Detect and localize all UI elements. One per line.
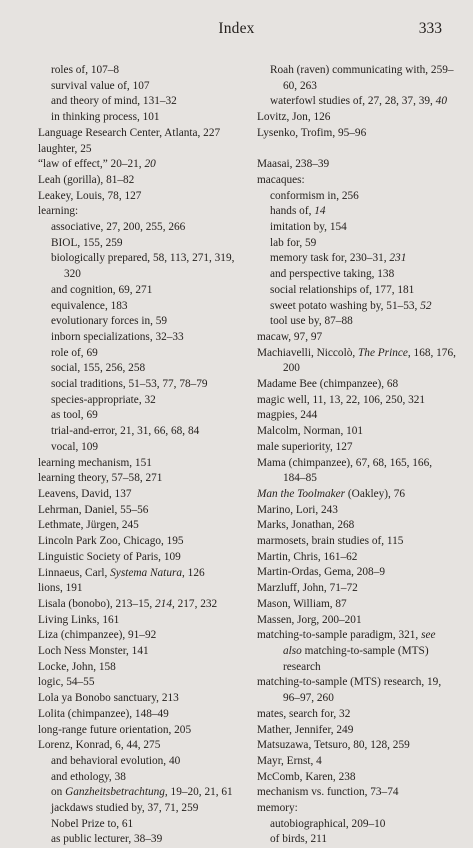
index-entry: Mama (chimpanzee), 67, 68, 165, 166, <box>257 456 433 469</box>
index-entry: Leavens, David, 137 <box>38 487 132 500</box>
index-entry: Liza (chimpanzee), 91–92 <box>38 629 157 642</box>
index-entry: Mather, Jennifer, 249 <box>257 723 354 736</box>
index-subentry: and theory of mind, 131–32 <box>51 95 177 108</box>
index-subentry: conformism in, 256 <box>270 189 359 202</box>
index-entry: memory: <box>257 802 298 815</box>
index-entry: male superiority, 127 <box>257 440 353 453</box>
index-subentry: memory task for, 230–31, 231 <box>270 252 407 265</box>
index-subentry: lab for, 59 <box>270 236 317 249</box>
index-entry: mates, search for, 32 <box>257 707 351 720</box>
index-entry: Locke, John, 158 <box>38 660 116 673</box>
index-entry: Linnaeus, Carl, Systema Natura, 126 <box>38 566 205 579</box>
index-entry: Martin-Ordas, Gema, 208–9 <box>257 566 386 579</box>
index-entry: Leakey, Louis, 78, 127 <box>38 189 142 202</box>
index-entry: Leah (gorilla), 81–82 <box>38 173 135 186</box>
index-subentry: 184–85 <box>283 472 317 485</box>
index-subentry: biologically prepared, 58, 113, 271, 319, <box>51 252 235 265</box>
index-subentry: as public lecturer, 38–39 <box>51 833 163 846</box>
index-entry: Malcolm, Norman, 101 <box>257 425 364 438</box>
index-subentry: equivalence, 183 <box>51 299 128 312</box>
index-entry: matching-to-sample paradigm, 321, see <box>257 629 436 642</box>
index-subentry: jackdaws studied by, 37, 71, 259 <box>51 802 199 815</box>
index-entry: learning: <box>38 205 79 218</box>
index-entry: Lincoln Park Zoo, Chicago, 195 <box>38 535 184 548</box>
index-entry: Madame Bee (chimpanzee), 68 <box>257 378 399 391</box>
index-entry: Martin, Chris, 161–62 <box>257 550 358 563</box>
index-subentry: and behavioral evolution, 40 <box>51 754 181 767</box>
index-subentry: sweet potato washing by, 51–53, 52 <box>270 299 432 312</box>
index-entry: Loch Ness Monster, 141 <box>38 645 149 658</box>
index-subentry: social relationships of, 177, 181 <box>270 283 415 296</box>
index-subentry: as tool, 69 <box>51 409 98 422</box>
index-subentry: social, 155, 256, 258 <box>51 362 146 375</box>
index-subentry: hands of, 14 <box>270 205 326 218</box>
index-entry: Lethmate, Jürgen, 245 <box>38 519 139 532</box>
index-entry: lions, 191 <box>38 582 83 595</box>
index-subentry: also matching-to-sample (MTS) <box>283 645 429 657</box>
index-entry: long-range future orientation, 205 <box>38 723 192 736</box>
index-subentry: tool use by, 87–88 <box>270 315 353 328</box>
index-subentry: BIOL, 155, 259 <box>51 236 123 249</box>
index-entry: logic, 54–55 <box>38 676 95 689</box>
index-entry: Marino, Lori, 243 <box>257 503 338 516</box>
index-entry: Machiavelli, Niccolò, The Prince, 168, 176, <box>257 346 456 359</box>
index-subentry: social traditions, 51–53, 77, 78–79 <box>51 378 208 391</box>
index-subentry: roles of, 107–8 <box>51 64 120 76</box>
section-gap <box>257 142 447 158</box>
index-subentry: and perspective taking, 138 <box>270 268 395 281</box>
index-entry: Matsuzawa, Tetsuro, 80, 128, 259 <box>257 739 410 752</box>
index-subentry: and cognition, 69, 271 <box>51 283 153 296</box>
index-subentry: 200 <box>283 362 300 375</box>
index-entry: Man the Toolmaker (Oakley), 76 <box>257 487 405 500</box>
index-subentry: species-appropriate, 32 <box>51 393 156 406</box>
index-entry: learning theory, 57–58, 271 <box>38 472 163 485</box>
index-entry: Mason, William, 87 <box>257 597 347 610</box>
index-entry: Mayr, Ernst, 4 <box>257 754 322 767</box>
index-entry: Marks, Jonathan, 268 <box>257 519 355 532</box>
index-subentry: and ethology, 38 <box>51 770 126 783</box>
index-subentry: of birds, 211 <box>270 833 328 846</box>
index-subentry: 320 <box>64 268 81 281</box>
index-entry: marmosets, brain studies of, 115 <box>257 535 404 548</box>
index-entry: learning mechanism, 151 <box>38 456 152 469</box>
index-entry: Maasai, 238–39 <box>257 158 330 171</box>
index-subentry: 60, 263 <box>283 79 317 92</box>
index-subentry: inborn specializations, 32–33 <box>51 330 184 343</box>
index-subentry: evolutionary forces in, 59 <box>51 315 168 328</box>
index-entry: Lisala (bonobo), 213–15, 214, 217, 232 <box>38 597 218 610</box>
index-subentry: associative, 27, 200, 255, 266 <box>51 221 186 234</box>
index-subentry: survival value of, 107 <box>51 79 150 92</box>
index-subentry: vocal, 109 <box>51 440 99 453</box>
index-entry: matching-to-sample (MTS) research, 19, <box>257 676 442 689</box>
index-entry: Lolita (chimpanzee), 148–49 <box>38 707 169 720</box>
index-column-right <box>257 63 456 848</box>
index-entry: Language Research Center, Atlanta, 227 <box>38 126 221 139</box>
index-entry: Marzluff, John, 71–72 <box>257 582 358 595</box>
index-subentry: Roah (raven) communicating with, 259– <box>270 64 454 76</box>
index-subentry: on Ganzheitsbetrachtung, 19–20, 21, 61 <box>51 786 233 799</box>
index-entry: Lovitz, Jon, 126 <box>257 111 331 124</box>
index-subentry: trial-and-error, 21, 31, 66, 68, 84 <box>51 425 200 438</box>
index-entry: Massen, Jorg, 200–201 <box>257 613 362 626</box>
index-entry: magic well, 11, 13, 22, 106, 250, 321 <box>257 393 426 406</box>
index-entry: Lehrman, Daniel, 55–56 <box>38 503 149 516</box>
index-entry: mechanism vs. function, 73–74 <box>257 786 399 799</box>
page-title: Index <box>218 20 255 37</box>
index-entry: Lysenko, Trofim, 95–96 <box>257 126 367 139</box>
page-number: 333 <box>418 20 442 37</box>
index-subentry: 96–97, 260 <box>283 692 334 705</box>
index-subentry: imitation by, 154 <box>270 221 347 234</box>
index-entry: “law of effect,” 20–21, 20 <box>38 158 156 171</box>
index-subentry: in thinking process, 101 <box>51 111 160 124</box>
index-entry: Linguistic Society of Paris, 109 <box>38 550 181 563</box>
index-subentry: role of, 69 <box>51 346 98 359</box>
index-entry: Lorenz, Konrad, 6, 44, 275 <box>38 739 161 752</box>
index-subentry: waterfowl studies of, 27, 28, 37, 39, 40 <box>270 95 447 108</box>
index-entry: Living Links, 161 <box>38 613 120 626</box>
index-entry: laughter, 25 <box>38 142 92 155</box>
index-subentry: autobiographical, 209–10 <box>270 817 386 830</box>
index-entry: macaw, 97, 97 <box>257 330 323 343</box>
index-subentry: Nobel Prize to, 61 <box>51 817 134 830</box>
index-subentry: research <box>283 660 321 673</box>
index-entry: magpies, 244 <box>257 409 318 422</box>
index-entry: Lola ya Bonobo sanctuary, 213 <box>38 692 179 705</box>
index-entry: McComb, Karen, 238 <box>257 770 356 783</box>
index-column-left <box>38 63 243 848</box>
index-entry: macaques: <box>257 173 305 186</box>
